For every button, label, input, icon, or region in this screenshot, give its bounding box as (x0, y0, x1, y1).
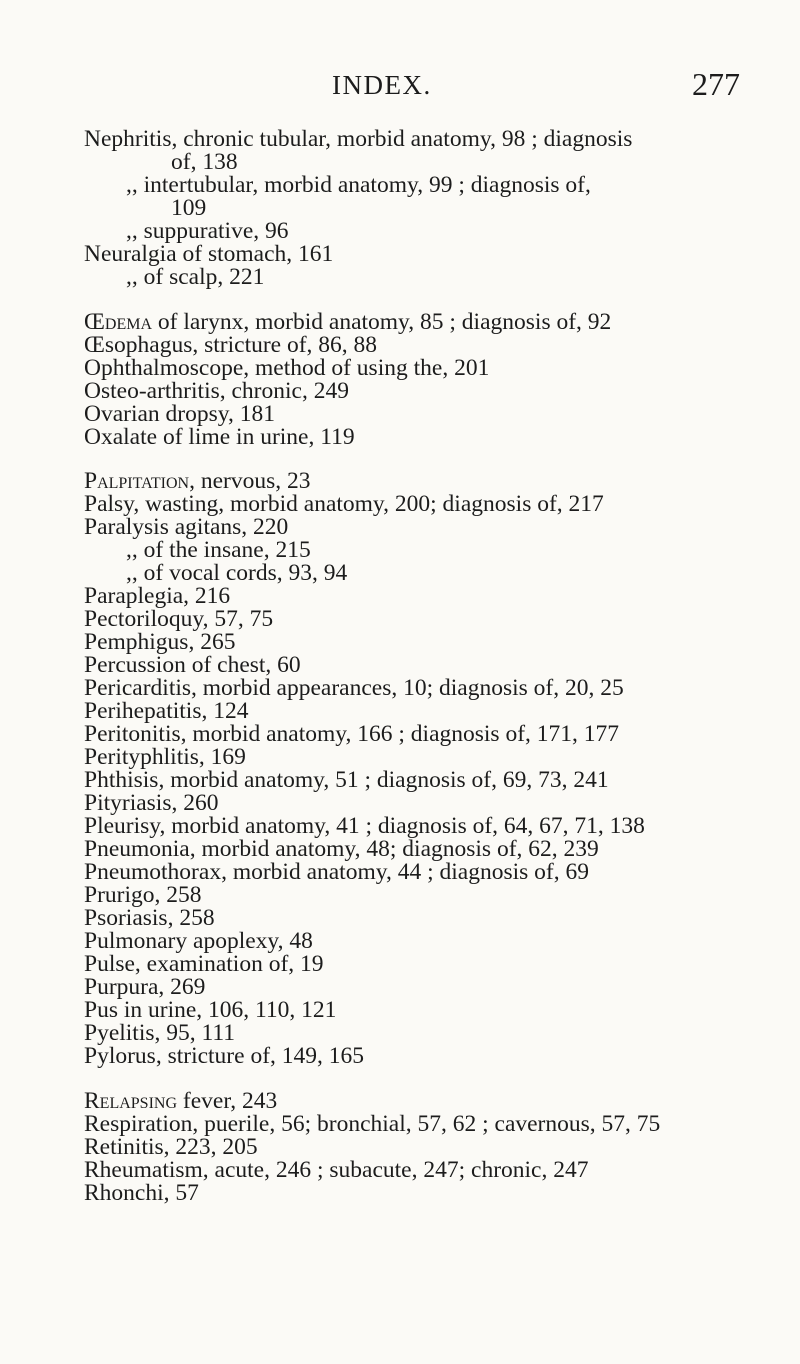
entry-text: ,, suppurative, 96 (126, 218, 289, 244)
index-entry (84, 976, 774, 999)
index-entry (84, 1133, 774, 1160)
group-spacer (84, 1068, 774, 1090)
entry-text: Percussion of chest, 60 (84, 652, 301, 678)
entry-text: Ophthalmoscope, method of using the, 201 (84, 354, 490, 381)
index-entry (84, 493, 774, 516)
entry-text: Pneumothorax, morbid anatomy, 44 ; diagnosis of, 69 (84, 859, 589, 885)
entry-head-smallcaps: Relapsing (84, 1087, 178, 1114)
entry-text: , nervous, 23 (189, 468, 311, 494)
index-entry (84, 792, 774, 815)
entry-text: Rhonchi, 57 (84, 1179, 199, 1206)
index-entry (84, 700, 774, 723)
index-entry (84, 861, 774, 884)
index-entry-continuation (84, 151, 774, 174)
entry-text: Pectoriloquy, 57, 75 (84, 606, 274, 632)
entry-text: ,, of the insane, 215 (126, 537, 311, 563)
index-entry (84, 470, 774, 493)
index-subentry (84, 539, 774, 562)
entry-text: Pleurisy, morbid anatomy, 41 ; diagnosis of, 64, 67, 71, 138 (84, 813, 645, 839)
index-entry (84, 999, 774, 1022)
entry-text: Neuralgia of stomach, 161 (84, 241, 334, 267)
index-entry (84, 608, 774, 631)
index-entry (84, 243, 774, 266)
entry-text: 109 (171, 195, 207, 221)
entry-text: ,, intertubular, morbid anatomy, 99 ; diagnosis of, (126, 172, 591, 198)
entry-text: Pericarditis, morbid appearances, 10; diagnosis of, 20, 25 (84, 675, 624, 701)
index-entry (84, 1045, 774, 1068)
entry-text: of, 138 (171, 149, 238, 175)
entry-text: Rheumatism, acute, 246 ; subacute, 247; chronic, 247 (84, 1156, 589, 1183)
entry-text: Palsy, wasting, morbid anatomy, 200; diagnosis of, 217 (84, 491, 604, 517)
index-entry (84, 354, 774, 381)
entry-text: of larynx, morbid anatomy, 85 ; diagnosis of, 92 (152, 308, 612, 335)
index-entry (84, 631, 774, 654)
index-letter-group (84, 1087, 774, 1206)
running-title: INDEX. (332, 70, 432, 100)
entry-text: Osteo-arthritis, chronic, 249 (84, 377, 349, 404)
index-entry (84, 1156, 774, 1183)
index-entry (84, 746, 774, 769)
entry-text: Psoriasis, 258 (84, 905, 215, 931)
index-entry (84, 930, 774, 953)
index-subentry (84, 266, 774, 289)
index-entry (84, 308, 774, 335)
index-entry (84, 423, 774, 450)
index-entry (84, 815, 774, 838)
entry-head-smallcaps: Palpitation (84, 468, 190, 494)
entry-text: Pulmonary apoplexy, 48 (84, 928, 313, 954)
entry-text: Nephritis, chronic tubular, morbid anatomy, 98 ; diagnosis (84, 126, 633, 152)
index-entry (84, 1179, 774, 1206)
index-entry (84, 400, 774, 427)
index-entry (84, 585, 774, 608)
entry-text: Prurigo, 258 (84, 882, 202, 908)
index-body (84, 128, 774, 1205)
entry-text: Pylorus, stricture of, 149, 165 (84, 1043, 365, 1069)
entry-text: Œsophagus, stricture of, 86, 88 (84, 331, 378, 358)
index-entry (84, 838, 774, 861)
entry-text: fever, 243 (177, 1087, 278, 1114)
entry-text: Pneumonia, morbid anatomy, 48; diagnosis of, 62, 239 (84, 836, 599, 862)
entry-text: Peritonitis, morbid anatomy, 166 ; diagnosis of, 171, 177 (84, 721, 620, 747)
index-entry (84, 1110, 774, 1137)
entry-text: Perihepatitis, 124 (84, 698, 249, 724)
entry-text: ,, of vocal cords, 93, 94 (126, 560, 348, 586)
index-letter-group (84, 470, 774, 1068)
entry-text: Pus in urine, 106, 110, 121 (84, 997, 337, 1023)
index-entry (84, 1087, 774, 1114)
index-entry (84, 128, 774, 151)
entry-text: Pemphigus, 265 (84, 629, 236, 655)
entry-text: Purpura, 269 (84, 974, 206, 1000)
group-spacer (84, 289, 774, 311)
index-subentry (84, 174, 774, 197)
index-letter-group (84, 128, 774, 289)
index-entry (84, 516, 774, 539)
index-entry (84, 677, 774, 700)
entry-head-smallcaps: Œdema (84, 308, 153, 335)
index-entry (84, 953, 774, 976)
index-entry (84, 907, 774, 930)
index-subentry (84, 562, 774, 585)
index-subentry (84, 220, 774, 243)
entry-text: Oxalate of lime in urine, 119 (84, 423, 355, 450)
page-number: 277 (692, 66, 740, 102)
index-entry (84, 331, 774, 358)
index-entry (84, 769, 774, 792)
entry-text: Paraplegia, 216 (84, 583, 231, 609)
entry-text: Ovarian dropsy, 181 (84, 400, 276, 427)
index-entry (84, 723, 774, 746)
entry-text: Perityphlitis, 169 (84, 744, 246, 770)
entry-text: Pyelitis, 95, 111 (84, 1020, 236, 1046)
index-entry (84, 654, 774, 677)
page-header (0, 66, 800, 110)
entry-text: Phthisis, morbid anatomy, 51 ; diagnosis of, 69, 73, 241 (84, 767, 609, 793)
entry-text: Pulse, examination of, 19 (84, 951, 324, 977)
entry-text: ,, of scalp, 221 (126, 264, 265, 290)
index-letter-group (84, 308, 774, 450)
group-spacer (84, 449, 774, 471)
entry-text: Respiration, puerile, 56; bronchial, 57, 62 ; cavernous, 57, 75 (84, 1110, 661, 1137)
entry-text: Retinitis, 223, 205 (84, 1133, 258, 1160)
index-entry (84, 377, 774, 404)
index-entry (84, 884, 774, 907)
index-entry (84, 1022, 774, 1045)
entry-text: Paralysis agitans, 220 (84, 514, 289, 540)
entry-text: Pityriasis, 260 (84, 790, 219, 816)
index-entry-continuation (84, 197, 774, 220)
